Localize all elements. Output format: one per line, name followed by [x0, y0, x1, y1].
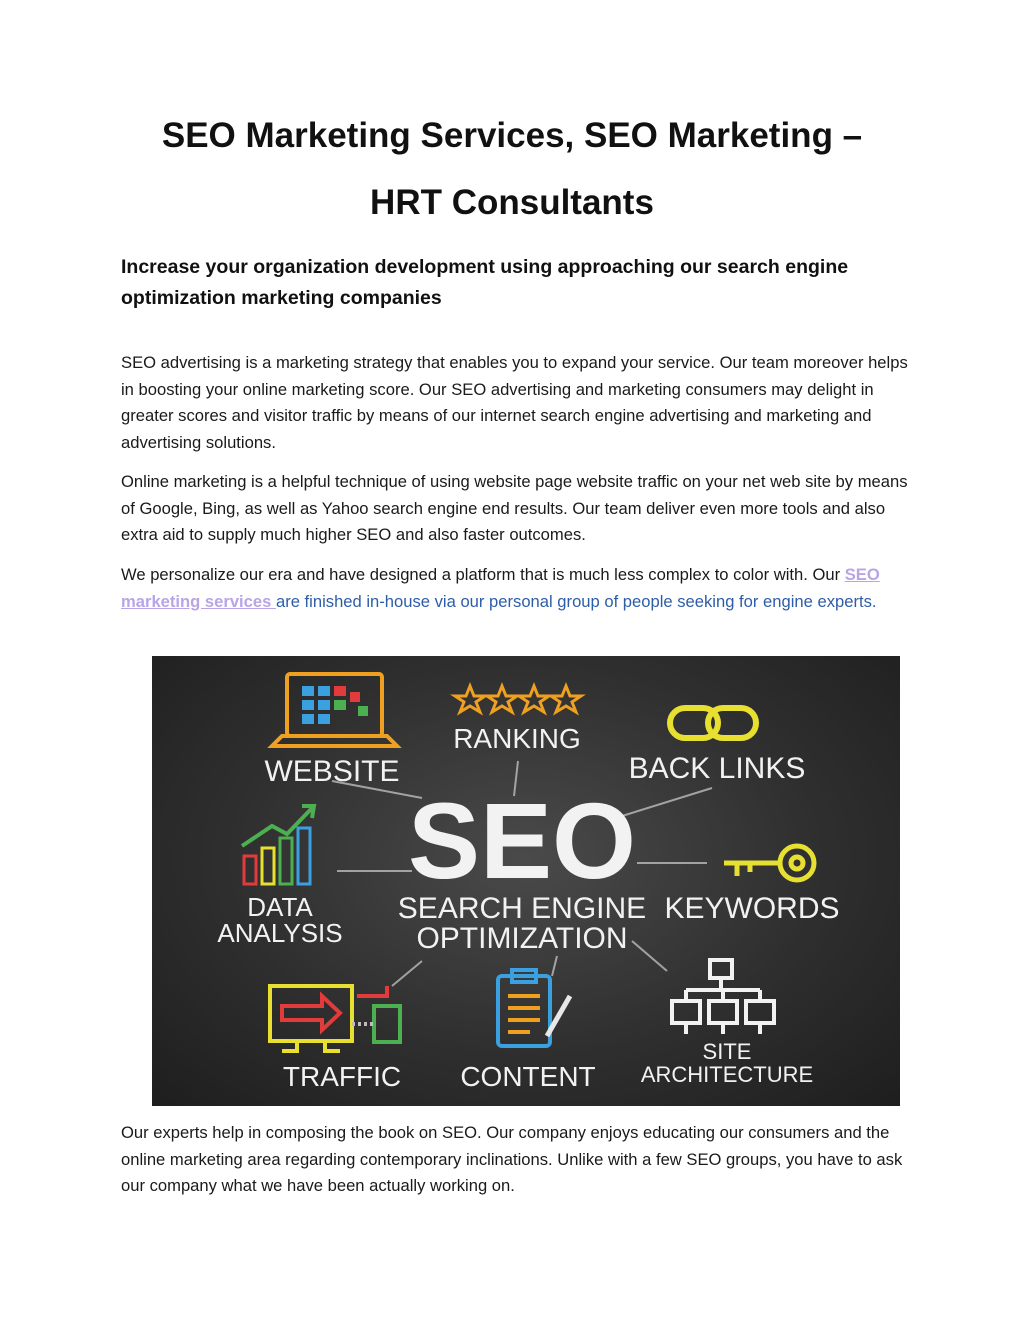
chain-link-icon [670, 708, 756, 738]
keywords-label: KEYWORDS [664, 892, 840, 925]
page-title-line2: HRT Consultants [370, 183, 654, 222]
architecture-label: ARCHITECTURE [640, 1062, 814, 1087]
sitemap-icon [672, 960, 774, 1034]
website-label: WEBSITE [264, 755, 400, 788]
stars-icon [455, 686, 581, 712]
subheading: Increase your organization development using approaching our search engine optimization marketing companies [121, 256, 849, 309]
data-label: DATA [247, 892, 313, 922]
key-icon [724, 846, 814, 880]
monitor-arrow-icon [270, 986, 400, 1051]
clipboard-icon [498, 970, 570, 1046]
content-label: CONTENT [460, 1061, 596, 1092]
paragraph-2: Online marketing is a helpful technique of using website page website traffic on your net web site by means of Google, Bing, as well as Yahoo search engine end results. Our team deliver even more tools and also extra aid to supply much higher SEO and also faster outcomes. [121, 472, 908, 544]
paragraph-3-link-continuation: are finished in-house via our personal group of people seeking for engine experts. [275, 591, 877, 611]
paragraph-1: SEO advertising is a marketing strategy that enables you to expand your service. Our team moreover helps in boosting your online marketing score. Our SEO advertising and marketing consumers may delight in greater scores and visitor traffic by means of our internet search engine advertising and marketing and advertising solutions. [121, 353, 908, 452]
ranking-label: RANKING [453, 723, 581, 754]
traffic-label: TRAFFIC [282, 1061, 402, 1092]
page-title-line1: SEO Marketing Services, SEO Marketing – [161, 116, 863, 155]
search-engine-label: SEARCH ENGINE [397, 892, 647, 925]
analysis-label: ANALYSIS [217, 918, 343, 948]
paragraph-4: Our experts help in composing the book on SEO. Our company enjoys educating our consumers and the online marketing area regarding contemporary inclinations. Unlike with a few SEO groups, you have to ask our company what we have been actually working on. [121, 1123, 903, 1195]
optimization-label: OPTIMIZATION [416, 922, 628, 955]
bar-chart-icon [242, 806, 314, 884]
paragraph-3 [121, 562, 911, 615]
seo-marketing-services-link[interactable]: SEO marketing services [121, 565, 880, 611]
seo-chalkboard-image [152, 656, 900, 1106]
site-label: SITE [702, 1039, 752, 1064]
seo-big-label: SEO [407, 780, 637, 901]
paragraph-3-text: We personalize our era and have designed a platform that is much less complex to color with. Our [121, 565, 845, 584]
laptop-icon [272, 674, 397, 746]
backlinks-label: BACK LINKS [628, 752, 806, 785]
